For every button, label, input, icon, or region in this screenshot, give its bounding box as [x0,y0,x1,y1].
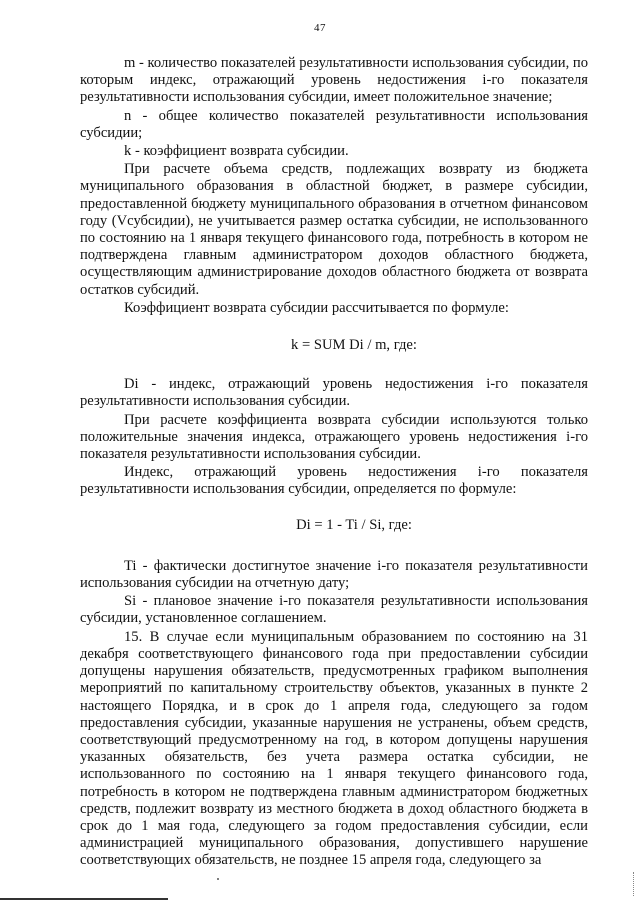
paragraph-volume-calculation: При расчете объема средств, подлежащих возврату из бюджета муниципального образования в областной бюджет, в размере субсидии, предоставленной бюджету муниципального образования в отчетном финансовом году (Vсубсидии), не учитывается размер остатка субсидии, не использованного по состоянию на 1 января текущего финансового года, потребность в котором не подтверждена главным администратором доходов областного бюджета, осуществляющим администрирование доходов областного бюджета от возврата остатков субсидий. [80,161,588,298]
paragraph-n-definition: n - общее количество показателей результативности использования субсидии; [80,107,588,141]
paragraph-ti-definition: Ti - фактически достигнутое значение i-го показателя результативности использования субсидии на отчетную дату; [80,557,588,592]
paragraph-di-definition: Di - индекс, отражающий уровень недостижения i-го показателя результативности использования субсидии. [80,376,588,410]
paragraph-positive-values: При расчете коэффициента возврата субсидии используются только положительные значения индекса, отражающего уровень недостижения i-го показателя результативности использования субсидии. [80,411,588,463]
paragraph-si-definition: Si - плановое значение i-го показателя результативности использования субсидии, установленное соглашением. [80,593,588,627]
page-number: 47 [314,22,326,34]
formula-k: k = SUM Di / m, где: [291,337,417,354]
scan-dot-mark [217,878,219,880]
paragraph-k-formula-intro: Коэффициент возврата субсидии рассчитывается по формуле: [124,299,509,316]
paragraph-index-intro: Индекс, отражающий уровень недостижения i-го показателя результативности использования субсидии, определяется по формуле: [80,464,588,498]
document-body [80,55,588,871]
paragraph-m-definition: m - количество показателей результативности использования субсидии, по которым индекс, отражающий уровень недостижения i-го показателя результативности использования субсидии, имеет положительное значение; [80,55,589,106]
paragraph-item-15: 15. В случае если муниципальным образованием по состоянию на 31 декабря соответствующего финансового года при предоставлении субсидии допущены нарушения обязательств, предусмотренных графиком выполнения мероприятий по капитальному строительству объектов, указанных в пункте 2 настоящего Порядка, и в срок до 1 апреля года, следующего за годом предоставления субсидии, указанные нарушения не устранены, объем средств, соответствующий предусмотренному на год, в котором допущены нарушения указанных обязательств, без учета размера остатка субсидии, не использованного по состоянию на 1 января текущего финансового года, потребность в котором не подтверждена главным администратором бюджетных средств, подлежит возврату из местного бюджета в доход областного бюджета в срок до 1 мая года, следующего за годом предоставления субсидии, если администрацией муниципального образования, допустившего нарушение соответствующих обязательств, не позднее 15 апреля года, следующего за [80,628,588,869]
footer-rule [0,898,168,900]
scan-edge-mark [633,872,640,896]
paragraph-k-definition: k - коэффициент возврата субсидии. [124,143,349,160]
formula-di: Di = 1 - Ti / Si, где: [296,516,412,533]
